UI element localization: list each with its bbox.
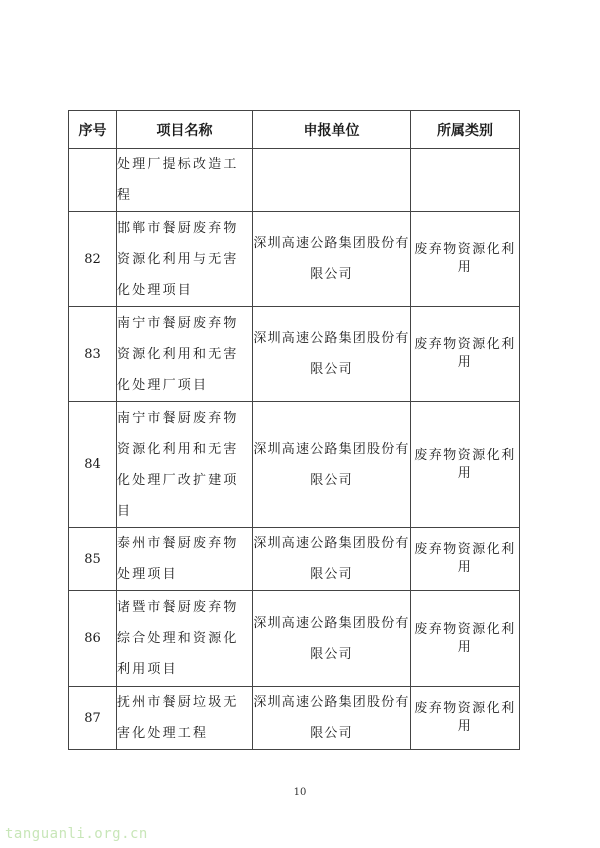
table-row xyxy=(69,212,520,307)
row-serial-number xyxy=(69,149,117,212)
row-applicant: 深圳高速公路集团股份有限公司 xyxy=(253,687,411,750)
row-project-name: 南宁市餐厨废弃物资源化利用和无害化处理厂项目 xyxy=(117,307,253,402)
table-row xyxy=(69,528,520,591)
header-category: 所属类别 xyxy=(411,111,520,149)
row-project-name: 抚州市餐厨垃圾无害化处理工程 xyxy=(117,687,253,750)
row-category: 废弃物资源化利用 xyxy=(411,591,520,687)
table-row xyxy=(69,402,520,528)
row-serial-number: 84 xyxy=(69,402,117,528)
row-project-name: 诸暨市餐厨废弃物综合处理和资源化利用项目 xyxy=(117,591,253,687)
row-project-name: 邯郸市餐厨废弃物资源化利用与无害化处理项目 xyxy=(117,212,253,307)
row-category: 废弃物资源化利用 xyxy=(411,307,520,402)
row-serial-number: 86 xyxy=(69,591,117,687)
project-table xyxy=(68,110,520,750)
row-project-name: 泰州市餐厨废弃物处理项目 xyxy=(117,528,253,591)
row-applicant: 深圳高速公路集团股份有限公司 xyxy=(253,307,411,402)
table-row xyxy=(69,687,520,750)
row-project-name: 处理厂提标改造工程 xyxy=(117,149,253,212)
header-applicant: 申报单位 xyxy=(253,111,411,149)
row-applicant: 深圳高速公路集团股份有限公司 xyxy=(253,591,411,687)
row-applicant xyxy=(253,149,411,212)
table-row xyxy=(69,591,520,687)
table-header-row xyxy=(69,111,520,149)
row-serial-number: 82 xyxy=(69,212,117,307)
row-serial-number: 83 xyxy=(69,307,117,402)
row-serial-number: 85 xyxy=(69,528,117,591)
header-project-name: 项目名称 xyxy=(117,111,253,149)
table-row xyxy=(69,307,520,402)
row-serial-number: 87 xyxy=(69,687,117,750)
page-number: 10 xyxy=(293,787,307,798)
row-applicant: 深圳高速公路集团股份有限公司 xyxy=(253,528,411,591)
watermark: tanguanli.org.cn xyxy=(5,826,148,842)
header-serial-number: 序号 xyxy=(69,111,117,149)
table-row xyxy=(69,149,520,212)
row-category: 废弃物资源化利用 xyxy=(411,212,520,307)
row-category: 废弃物资源化利用 xyxy=(411,528,520,591)
row-applicant: 深圳高速公路集团股份有限公司 xyxy=(253,212,411,307)
row-category: 废弃物资源化利用 xyxy=(411,687,520,750)
row-project-name: 南宁市餐厨废弃物资源化利用和无害化处理厂改扩建项目 xyxy=(117,402,253,528)
row-category xyxy=(411,149,520,212)
row-applicant: 深圳高速公路集团股份有限公司 xyxy=(253,402,411,528)
row-category: 废弃物资源化利用 xyxy=(411,402,520,528)
